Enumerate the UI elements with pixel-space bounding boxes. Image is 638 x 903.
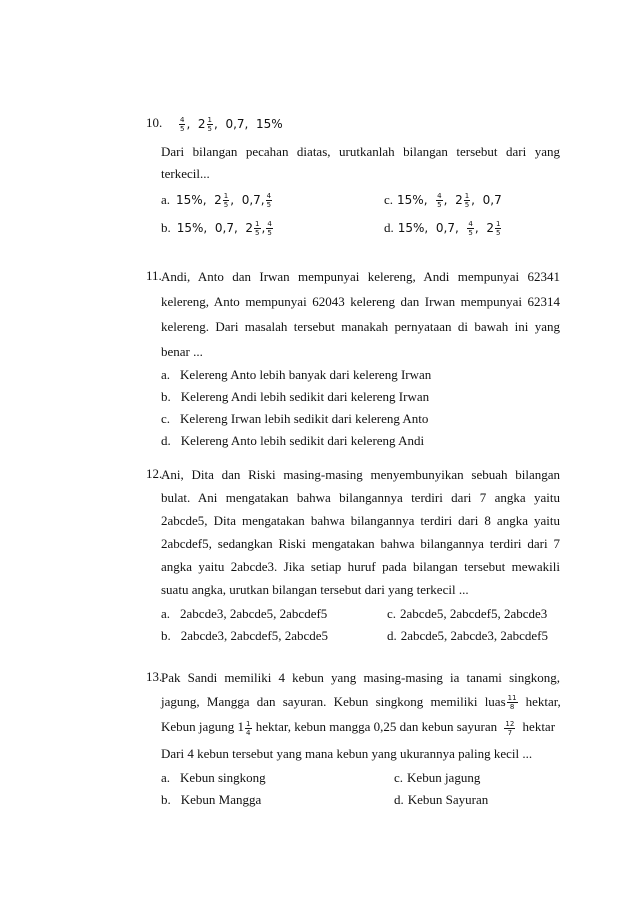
question-text: kelereng. Dari masalah tersebut manakah pernyataan di bawah ini yang: [161, 319, 560, 334]
option-d: d. 2abcde5, 2abcde3, 2abcdef5: [387, 628, 549, 643]
option-a: a. 2abcde3, 2abcde5, 2abcdef5: [161, 606, 328, 621]
question-text: 2abcde5, Dita mengatakan bahwa bilangannya terdiri dari 8 angka yaitu: [161, 513, 560, 528]
question-number: 10.: [146, 115, 163, 130]
question-11: [146, 268, 560, 448]
question-text: angka yaitu 2abcde3. Jika setiap huruf pada bilangan tersebut mewakili: [161, 559, 560, 574]
question-12: [146, 466, 560, 646]
option-b: b. Kelereng Andi lebih sedikit dari kelereng Irwan: [161, 389, 430, 404]
question-text: Ani, Dita dan Riski masing-masing menyembunyikan sebuah bilangan: [161, 467, 560, 482]
fraction: $\frac{1}{5}$: [207, 116, 213, 133]
question-text: kelereng, Anto mempunyai 62043 kelereng dan Irwan mempunyai 62314: [161, 294, 560, 309]
question-number: 13.: [146, 669, 163, 684]
number-list: $\frac{4}{5}$ , 2 $\frac{1}{5}$ , 0,7, 15%: [180, 116, 283, 133]
question-text: terkecil...: [161, 166, 210, 181]
option-b: b. 2abcde3, 2abcdef5, 2abcde5: [161, 628, 329, 643]
question-text: Dari 4 kebun tersebut yang mana kebun yang ukurannya paling kecil ...: [161, 746, 533, 761]
option-b: b. 15%, 0,7, 2 $\frac{1}{5}$ , $\frac{4}{5}$: [161, 220, 272, 237]
option-a: a. Kebun singkong: [161, 770, 266, 785]
option-b: b. Kebun Mangga: [161, 792, 262, 807]
question-number: 12.: [146, 466, 163, 481]
question-text: 2abcdef5, sedangkan Riski mengatakan bahwa bilangannya terdiri dari 7: [161, 536, 560, 551]
option-c: c. Kebun jagung: [394, 770, 481, 785]
option-c: c. Kelereng Irwan lebih sedikit dari kelereng Anto: [161, 411, 429, 426]
question-text: bulat. Ani mengatakan bahwa bilangannya terdiri dari 7 angka yaitu: [161, 490, 560, 505]
question-number: 11.: [146, 268, 162, 283]
fraction: $\frac{11}{8}$: [507, 693, 517, 711]
fraction: $\frac{4}{5}$: [180, 116, 185, 133]
option-d: d. 15%, 0,7, $\frac{4}{5}$ , 2 $\frac{1}{5}$: [384, 220, 501, 237]
question-text: benar ...: [161, 344, 203, 359]
fraction: $\frac{1}{4}$: [246, 719, 251, 737]
question-text: Dari bilangan pecahan diatas, urutkanlah bilangan tersebut dari yang: [161, 144, 560, 159]
option-d: d. Kebun Sayuran: [394, 792, 489, 807]
question-text: suatu angka, urutkan bilangan tersebut dari yang terkecil ...: [161, 582, 469, 597]
option-c: c. 15%, $\frac{4}{5}$ , 2 $\frac{1}{5}$ , 0,7: [384, 192, 502, 209]
question-text: Pak Sandi memiliki 4 kebun yang masing-masing ia tanami singkong,: [161, 670, 560, 685]
option-c: c. 2abcde5, 2abcdef5, 2abcde3: [387, 606, 548, 621]
question-13: [146, 669, 560, 819]
option-a: a. Kelereng Anto lebih banyak dari kelereng Irwan: [161, 367, 432, 382]
fraction: $\frac{12}{7}$: [505, 719, 515, 737]
question-text: Kebun jagung 1 $\frac{1}{4}$ hektar, kebun mangga 0,25 dan kebun sayuran $\frac{12}{7}$ hektar: [161, 719, 556, 737]
option-a: a. 15%, 2 $\frac{1}{5}$ , 0,7, $\frac{4}{5}$: [161, 192, 272, 209]
question-10: [146, 115, 560, 245]
question-text: jagung, Mangga dan sayuran. Kebun singkong memiliki luas $\frac{11}{8}$ hektar,: [161, 693, 561, 711]
option-d: d. Kelereng Anto lebih sedikit dari kelereng Andi: [161, 433, 425, 448]
question-text: Andi, Anto dan Irwan mempunyai kelereng, Andi mempunyai 62341: [161, 269, 560, 284]
